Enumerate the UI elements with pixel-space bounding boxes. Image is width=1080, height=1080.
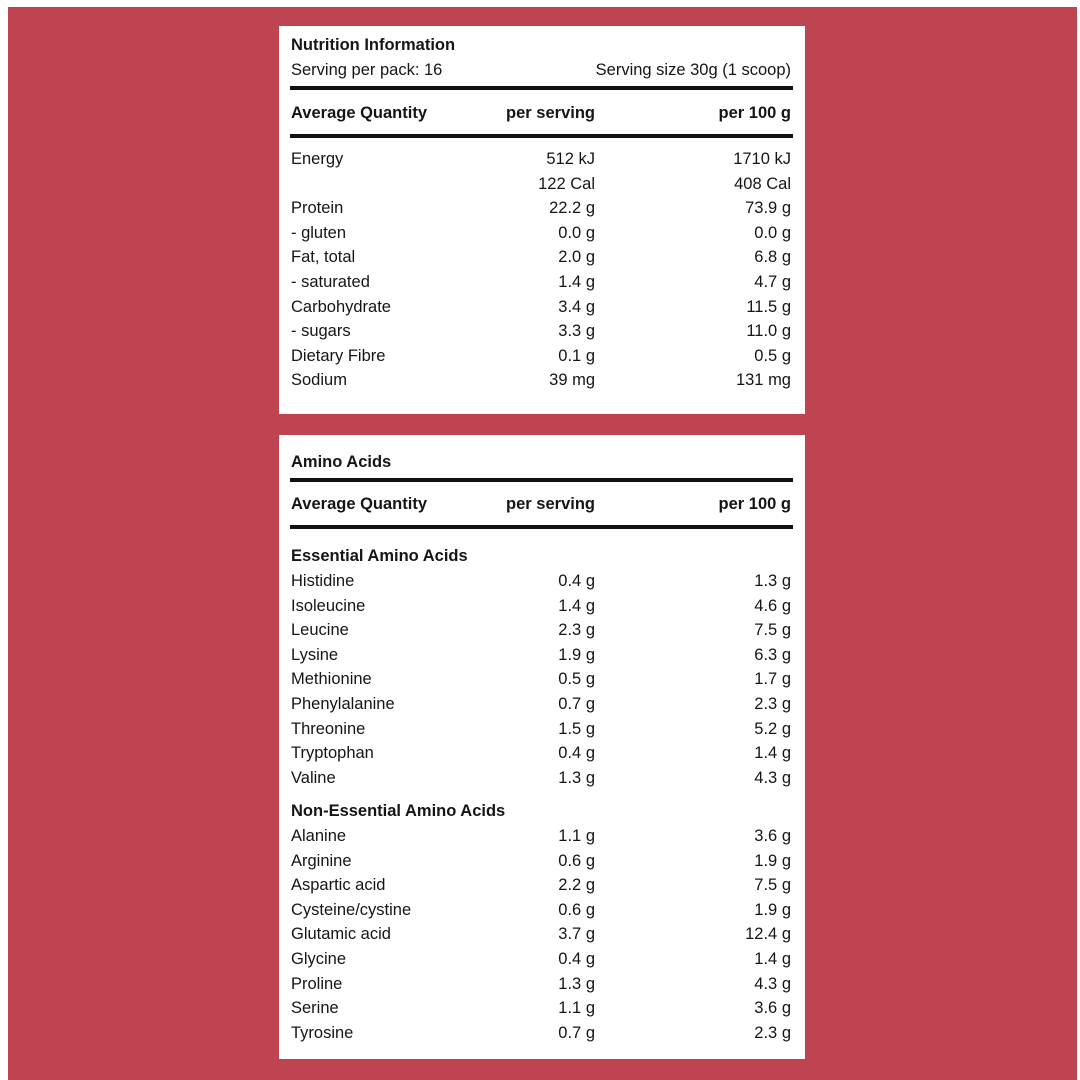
row-label: Lysine bbox=[291, 645, 339, 664]
row-per-serving-value: 1.9 g bbox=[558, 645, 595, 664]
row-per-100g-value: 4.3 g bbox=[754, 974, 791, 993]
row-per-serving-value: 3.7 g bbox=[558, 925, 595, 944]
row-per-serving-value: 1.1 g bbox=[558, 999, 595, 1018]
row-label: Cysteine/cystine bbox=[291, 900, 412, 919]
column-header-label: Average Quantity bbox=[291, 104, 428, 122]
column-header-per-serving: per serving bbox=[506, 495, 595, 513]
row-per-100g-value: 1.4 g bbox=[754, 950, 791, 968]
row-label: Isoleucine bbox=[291, 596, 366, 615]
row-per-100g-value: 1.4 g bbox=[754, 744, 791, 763]
row-per-100g-value: 2.3 g bbox=[754, 1023, 791, 1042]
row-per-serving-value: 0.6 g bbox=[558, 900, 595, 919]
row-label: Fat, total bbox=[291, 248, 356, 267]
row-per-100g-value: 4.6 g bbox=[754, 596, 791, 615]
row-label: Leucine bbox=[291, 621, 349, 640]
column-header-label: Average Quantity bbox=[291, 495, 428, 513]
row-per-100g-value: 4.7 g bbox=[754, 273, 791, 291]
row-per-100g-value: 7.5 g bbox=[754, 621, 791, 640]
row-label: - gluten bbox=[291, 223, 347, 242]
row-per-100g-value: 1.7 g bbox=[754, 670, 791, 689]
row-label: Dietary Fibre bbox=[291, 346, 386, 365]
row-per-100g-value: 2.3 g bbox=[754, 695, 791, 713]
row-per-100g-value: 11.0 g bbox=[746, 322, 791, 341]
row-per-serving-value: 0.1 g bbox=[558, 346, 595, 365]
row-per-serving-value: 1.4 g bbox=[558, 273, 595, 291]
row-per-serving-value: 1.3 g bbox=[558, 768, 595, 787]
nutrition-information-panel bbox=[279, 26, 805, 414]
row-per-serving-value: 122 Cal bbox=[538, 174, 595, 193]
row-label: Methionine bbox=[291, 670, 372, 689]
essential-amino-heading: Essential Amino Acids bbox=[291, 547, 468, 565]
row-per-serving-value: 2.3 g bbox=[558, 621, 595, 640]
row-per-serving-value: 39 mg bbox=[549, 371, 595, 390]
row-per-100g-value: 5.2 g bbox=[754, 719, 791, 738]
row-label: Alanine bbox=[291, 827, 347, 845]
row-per-serving-value: 0.4 g bbox=[558, 572, 595, 590]
row-per-100g-value: 73.9 g bbox=[745, 199, 791, 218]
amino-title: Amino Acids bbox=[291, 453, 392, 471]
row-label: Proline bbox=[291, 974, 343, 993]
row-label: Phenylalanine bbox=[291, 695, 395, 713]
row-label: Aspartic acid bbox=[291, 876, 386, 895]
row-label: Valine bbox=[291, 768, 336, 787]
row-per-serving-value: 1.1 g bbox=[558, 827, 595, 845]
row-per-100g-value: 6.3 g bbox=[754, 645, 791, 664]
column-header-per-100g: per 100 g bbox=[718, 104, 791, 122]
row-per-serving-value: 2.2 g bbox=[558, 876, 595, 895]
column-header-per-100g: per 100 g bbox=[718, 495, 791, 513]
row-per-100g-value: 1.3 g bbox=[754, 572, 791, 590]
row-label: Threonine bbox=[291, 719, 366, 738]
row-per-100g-value: 1710 kJ bbox=[733, 150, 791, 168]
row-label: - sugars bbox=[291, 322, 351, 341]
row-label: Glycine bbox=[291, 950, 347, 968]
divider-thick bbox=[290, 525, 793, 529]
row-per-serving-value: 0.4 g bbox=[558, 744, 595, 763]
row-label: - saturated bbox=[291, 273, 370, 291]
row-per-100g-value: 131 mg bbox=[735, 371, 791, 390]
row-per-100g-value: 3.6 g bbox=[754, 999, 791, 1018]
divider-thick bbox=[290, 478, 793, 482]
row-per-100g-value: 12.4 g bbox=[745, 925, 791, 944]
row-per-serving-value: 0.6 g bbox=[558, 851, 595, 870]
servings-per-pack: Serving per pack: 16 bbox=[291, 61, 443, 79]
row-label: Arginine bbox=[291, 851, 352, 870]
row-label: Tryptophan bbox=[291, 744, 374, 763]
row-per-serving-value: 0.7 g bbox=[558, 695, 595, 713]
row-per-serving-value: 1.4 g bbox=[558, 596, 595, 615]
row-label: Tyrosine bbox=[291, 1023, 354, 1042]
row-per-100g-value: 0.5 g bbox=[754, 346, 791, 365]
column-header-per-serving: per serving bbox=[506, 104, 595, 122]
row-per-100g-value: 3.6 g bbox=[754, 827, 791, 845]
row-per-serving-value: 1.5 g bbox=[558, 719, 595, 738]
row-per-serving-value: 3.3 g bbox=[558, 322, 595, 341]
row-label: Protein bbox=[291, 199, 344, 218]
row-label: Serine bbox=[291, 999, 339, 1018]
row-per-100g-value: 1.9 g bbox=[754, 900, 791, 919]
serving-size: Serving size 30g (1 scoop) bbox=[595, 61, 791, 79]
amino-acids-panel bbox=[279, 435, 805, 1059]
divider-thick bbox=[290, 134, 793, 138]
row-label: Energy bbox=[291, 150, 344, 168]
row-label: Carbohydrate bbox=[291, 297, 391, 316]
non-essential-amino-heading: Non-Essential Amino Acids bbox=[291, 802, 506, 820]
row-per-serving-value: 0.5 g bbox=[558, 670, 595, 689]
nutrition-title: Nutrition Information bbox=[291, 36, 456, 54]
row-per-serving-value: 512 kJ bbox=[546, 150, 595, 168]
row-label: Glutamic acid bbox=[291, 925, 391, 944]
row-per-100g-value: 1.9 g bbox=[754, 851, 791, 870]
row-per-100g-value: 6.8 g bbox=[754, 248, 791, 267]
row-per-serving-value: 3.4 g bbox=[558, 297, 595, 316]
row-per-100g-value: 11.5 g bbox=[746, 297, 791, 316]
divider-thick bbox=[290, 86, 793, 90]
row-per-serving-value: 1.3 g bbox=[558, 974, 595, 993]
row-per-serving-value: 22.2 g bbox=[549, 199, 595, 218]
row-per-100g-value: 4.3 g bbox=[754, 768, 791, 787]
row-per-serving-value: 0.7 g bbox=[558, 1023, 595, 1042]
row-per-serving-value: 0.4 g bbox=[558, 950, 595, 968]
row-per-100g-value: 0.0 g bbox=[754, 223, 791, 242]
row-per-100g-value: 408 Cal bbox=[734, 174, 791, 193]
row-per-serving-value: 2.0 g bbox=[558, 248, 595, 267]
row-label: Histidine bbox=[291, 572, 355, 590]
row-label: Sodium bbox=[291, 371, 347, 390]
row-per-100g-value: 7.5 g bbox=[754, 876, 791, 895]
row-per-serving-value: 0.0 g bbox=[558, 223, 595, 242]
